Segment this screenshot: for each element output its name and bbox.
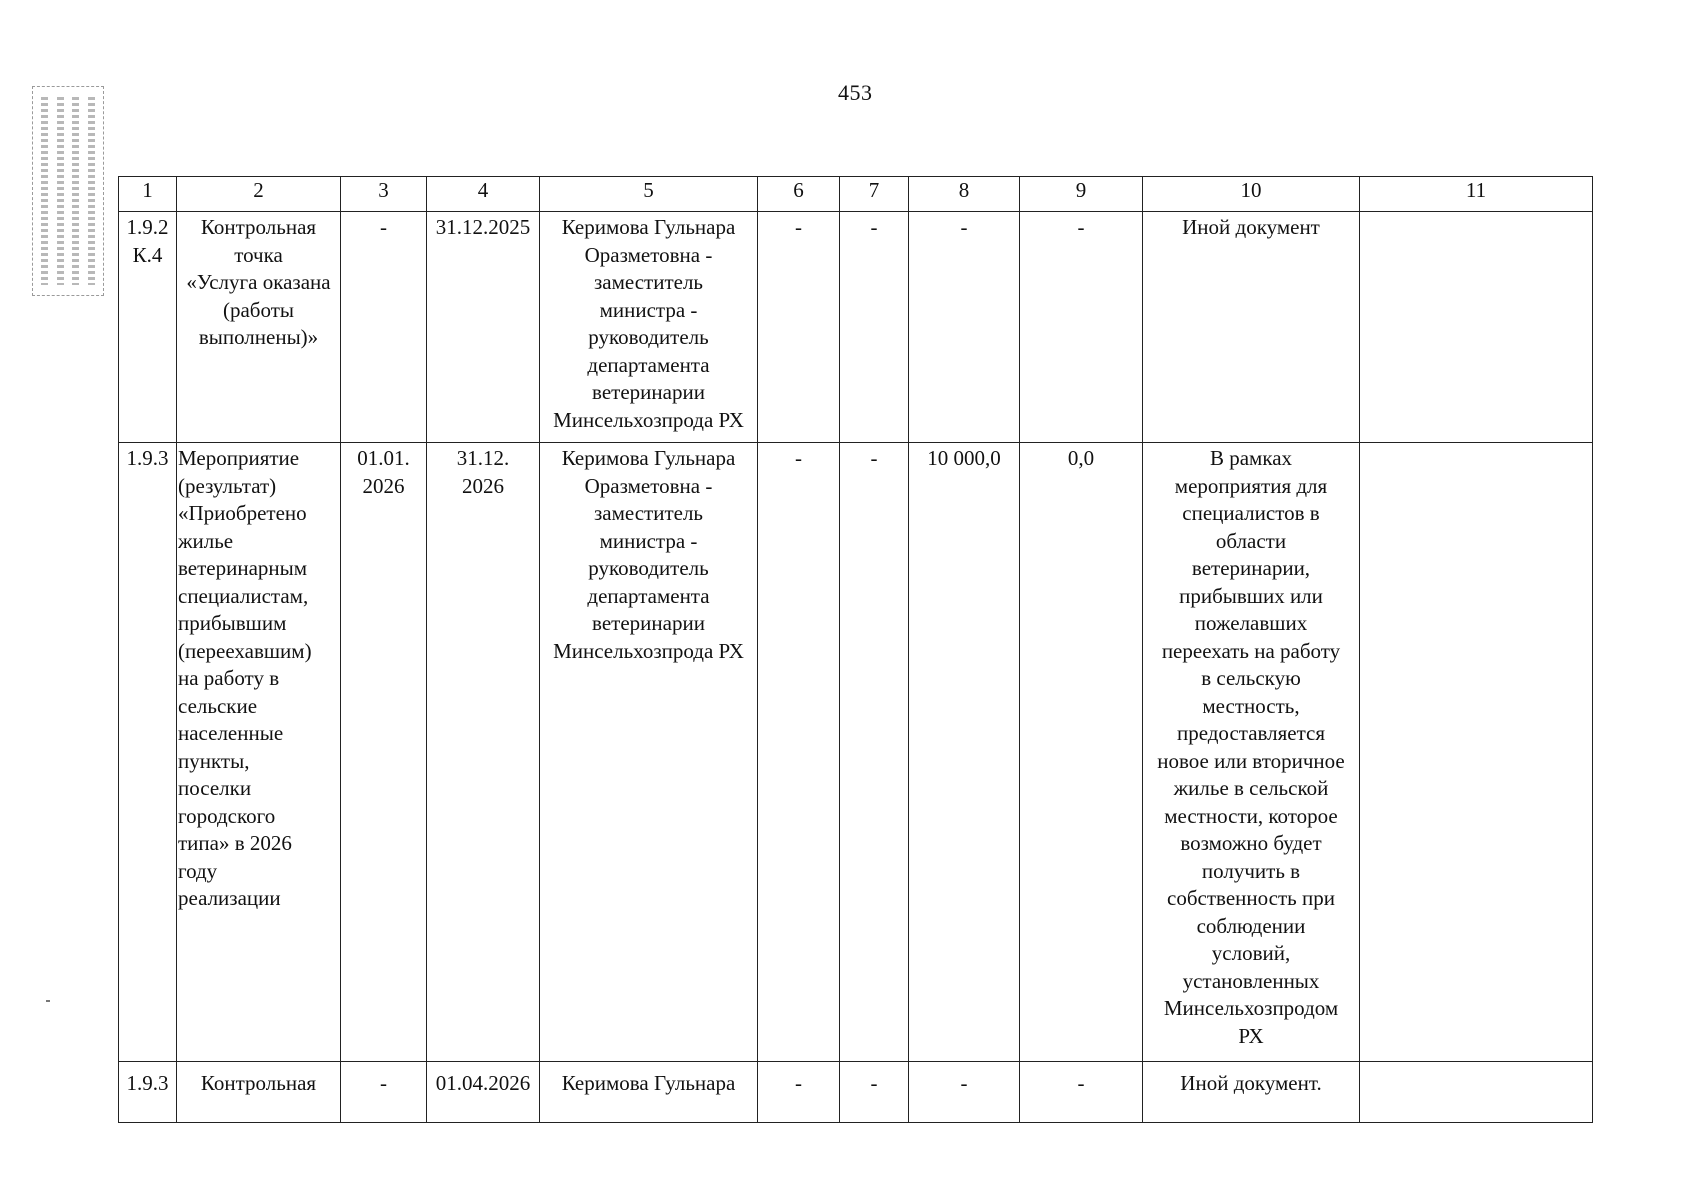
row-responsible-cell: Керимова Гульнара Оразметовна - заместитель министра - руководитель департамента ветеринарии Минсельхозпрода РХ bbox=[540, 212, 758, 443]
table-row bbox=[119, 443, 1593, 1062]
header-cell: 5 bbox=[540, 177, 758, 212]
stamp-line bbox=[72, 97, 79, 285]
row-start-cell: - bbox=[341, 212, 427, 443]
row-name-cell: Контрольная точка «Услуга оказана (работы выполнены)» bbox=[177, 212, 341, 443]
row-col7-cell: - bbox=[840, 1062, 909, 1123]
row-col6-cell: - bbox=[758, 443, 840, 1062]
row-col9-cell: - bbox=[1020, 212, 1143, 443]
plan-table bbox=[118, 176, 1593, 1123]
row-col6-cell: - bbox=[758, 1062, 840, 1123]
stamp-line bbox=[57, 97, 64, 285]
row-document-cell: Иной документ. bbox=[1143, 1062, 1360, 1123]
scan-speck bbox=[46, 1000, 50, 1002]
row-id-cell: 1.9.3 bbox=[119, 1062, 177, 1123]
row-name-cell: Контрольная bbox=[177, 1062, 341, 1123]
header-cell: 9 bbox=[1020, 177, 1143, 212]
row-col8-cell: - bbox=[909, 1062, 1020, 1123]
row-start-cell: - bbox=[341, 1062, 427, 1123]
row-end-cell: 01.04.2026 bbox=[427, 1062, 540, 1123]
row-document-cell: Иной документ bbox=[1143, 212, 1360, 443]
row-col11-cell bbox=[1360, 212, 1593, 443]
row-col9-cell: - bbox=[1020, 1062, 1143, 1123]
row-col7-cell: - bbox=[840, 443, 909, 1062]
stamp-text-lines bbox=[41, 97, 95, 285]
row-start-cell: 01.01. 2026 bbox=[341, 443, 427, 1062]
row-id-cell: 1.9.2 К.4 bbox=[119, 212, 177, 443]
row-name-cell: Мероприятие (результат) «Приобретено жилье ветеринарным специалистам, прибывшим (переехавшим) на работу в сельские населенные пункты, поселки городского типа» в 2026 году реализации bbox=[177, 443, 341, 1062]
table-header-row bbox=[119, 177, 1593, 212]
header-cell: 8 bbox=[909, 177, 1020, 212]
row-end-cell: 31.12. 2026 bbox=[427, 443, 540, 1062]
row-responsible-cell: Керимова Гульнара Оразметовна - заместитель министра - руководитель департамента ветеринарии Минсельхозпрода РХ bbox=[540, 443, 758, 1062]
row-responsible-cell: Керимова Гульнара bbox=[540, 1062, 758, 1123]
margin-stamp bbox=[32, 86, 104, 296]
row-col11-cell bbox=[1360, 443, 1593, 1062]
row-col7-cell: - bbox=[840, 212, 909, 443]
page-number: 453 bbox=[838, 80, 873, 105]
stamp-line bbox=[41, 97, 48, 285]
row-col11-cell bbox=[1360, 1062, 1593, 1123]
row-col8-cell: - bbox=[909, 212, 1020, 443]
table-row bbox=[119, 212, 1593, 443]
row-end-cell: 31.12.2025 bbox=[427, 212, 540, 443]
row-id-cell: 1.9.3 bbox=[119, 443, 177, 1062]
header-cell: 3 bbox=[341, 177, 427, 212]
row-document-cell: В рамках мероприятия для специалистов в области ветеринарии, прибывших или пожелавших переехать на работу в сельскую местность, предоставляется новое или вторичное жилье в сельской местности, которое возможно будет получить в собственность при соблюдении условий, установленных Минсельхозпродом РХ bbox=[1143, 443, 1360, 1062]
header-cell: 11 bbox=[1360, 177, 1593, 212]
header-cell: 10 bbox=[1143, 177, 1360, 212]
header-cell: 7 bbox=[840, 177, 909, 212]
header-cell: 2 bbox=[177, 177, 341, 212]
table-row bbox=[119, 1062, 1593, 1123]
header-cell: 6 bbox=[758, 177, 840, 212]
row-col8-cell: 10 000,0 bbox=[909, 443, 1020, 1062]
stamp-line bbox=[88, 97, 95, 285]
header-cell: 1 bbox=[119, 177, 177, 212]
header-cell: 4 bbox=[427, 177, 540, 212]
row-col6-cell: - bbox=[758, 212, 840, 443]
row-col9-cell: 0,0 bbox=[1020, 443, 1143, 1062]
